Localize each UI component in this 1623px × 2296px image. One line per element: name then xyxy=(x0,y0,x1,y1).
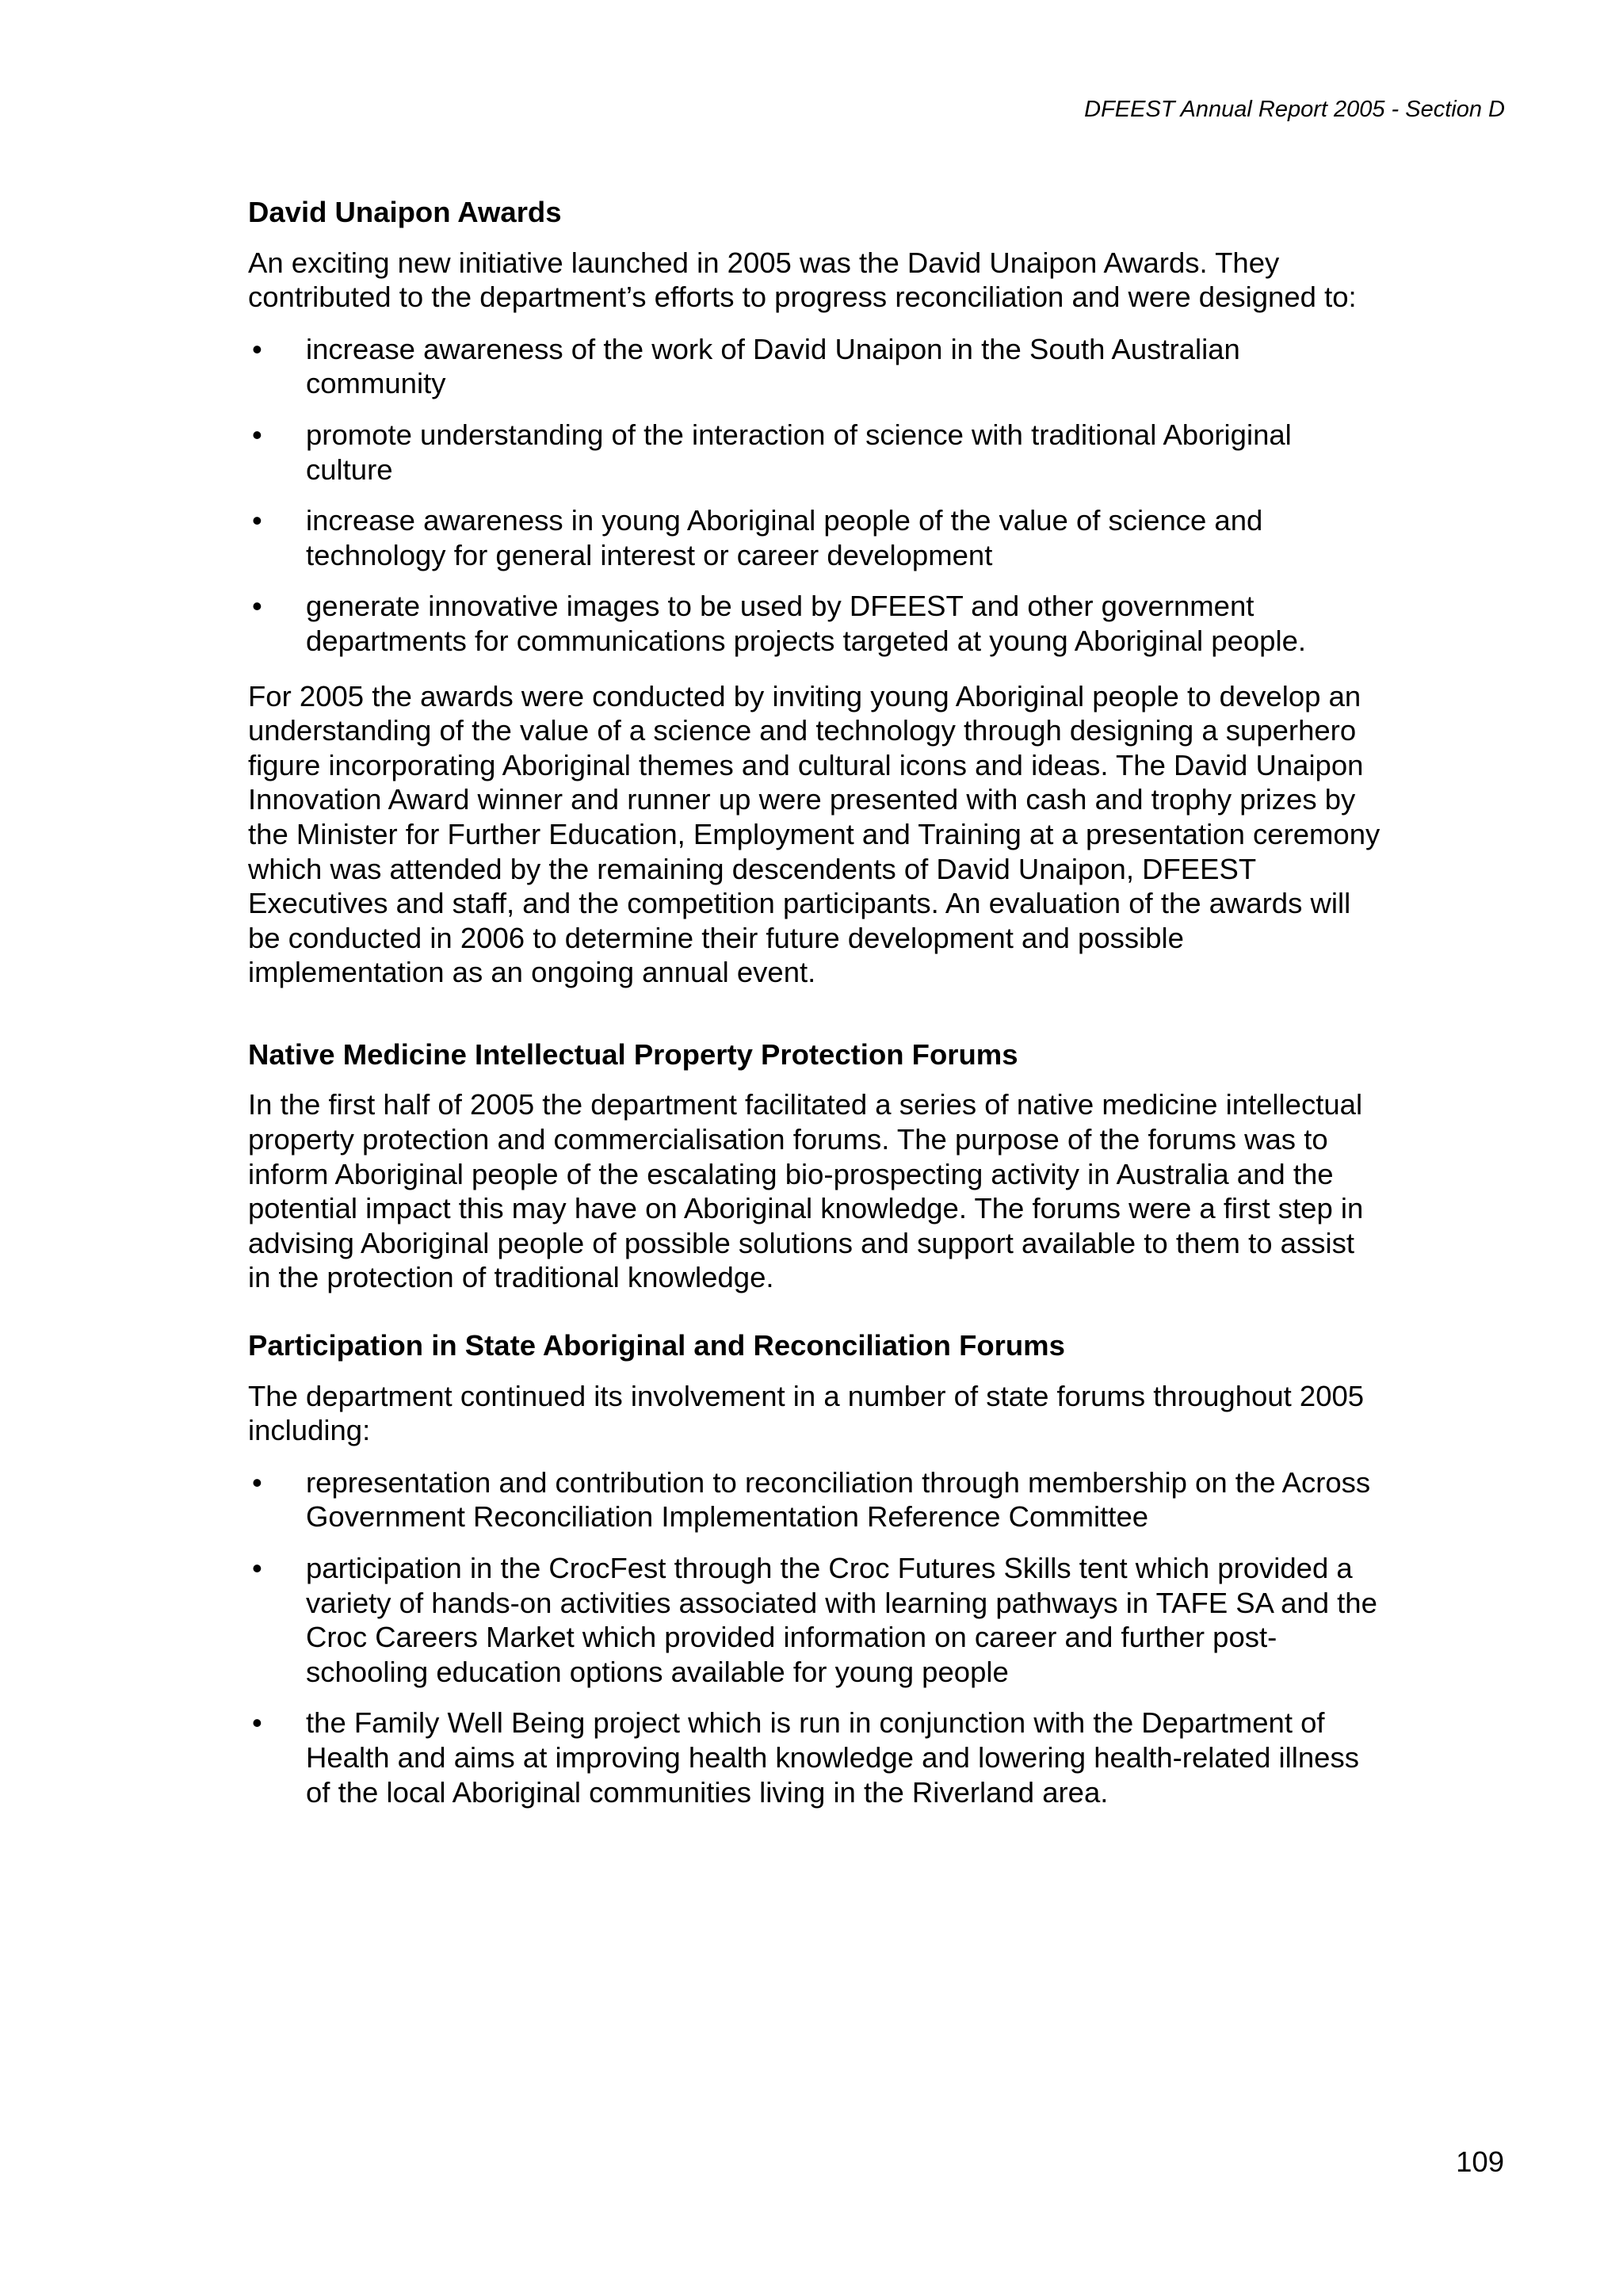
bullet-icon: • xyxy=(252,1465,262,1499)
section-heading: Participation in State Aboriginal and Reconciliation Forums xyxy=(248,1329,1065,1362)
list-item: • generate innovative images to be used by DFEEST and other government departments for communications projects targeted at young Aboriginal people. xyxy=(252,590,1307,657)
list-item: • representation and contribution to reconciliation through membership on the Across Government Reconciliation Implementation Reference Committee xyxy=(252,1465,1371,1534)
bullet-icon: • xyxy=(252,504,262,537)
section-paragraph: In the first half of 2005 the department facilitated a series of native medicine intellectual property protection and commercialisation forums. The purpose of the forums was to inform Aboriginal people of the escalating bio-prospecting activity in Australia and the potential impact this may have on Aboriginal knowledge. The forums were a first step in advising Aboriginal people of possible solutions and support available to them to assist in the protection of traditional knowledge. xyxy=(248,1088,1364,1294)
bullet-icon: • xyxy=(252,1706,262,1740)
section-paragraph: For 2005 the awards were conducted by inviting young Aboriginal people to develop an understanding of the value of a science and technology through designing a superhero figure incorporating Aboriginal themes and cultural icons and ideas. The David Unaipon Innovation Award winner and runner up were presented with cash and trophy prizes by the Minister for Further Education, Employment and Training at a presentation ceremony which was attended by the remaining descendents of David Unaipon, DFEEST Executives and staff, and the competition participants. An evaluation of the awards will be conducted in 2006 to determine their future development and possible implementation as an ongoing annual event. xyxy=(248,679,1381,989)
section-native-medicine-forums xyxy=(248,1037,1381,1295)
section-heading: David Unaipon Awards xyxy=(248,196,562,228)
section-intro: An exciting new initiative launched in 2005 was the David Unaipon Awards. They contributed to the department’s efforts to progress reconciliation and were designed to: xyxy=(248,246,1357,314)
section-david-unaipon-awards xyxy=(248,195,1381,990)
section-intro: The department continued its involvement in a number of state forums throughout 2005 including: xyxy=(248,1379,1365,1447)
bullet-icon: • xyxy=(252,332,262,365)
bullet-icon: • xyxy=(252,418,262,451)
running-header: DFEEST Annual Report 2005 - Section D xyxy=(1084,97,1505,122)
section-state-forums xyxy=(248,1328,1381,1809)
bullet-list xyxy=(248,332,1381,659)
bullet-icon: • xyxy=(252,1552,262,1584)
list-item: • participation in the CrocFest through the Croc Futures Skills tent which provided a variety of hands-on activities associated with learning pathways in TAFE SA and the Croc Careers Market which provided information on career and further post-schooling education options available for young people xyxy=(252,1552,1377,1688)
list-item: • the Family Well Being project which is run in conjunction with the Department of Health and aims at improving health knowledge and lowering health-related illness of the local Aboriginal communities living in the Riverland area. xyxy=(252,1706,1359,1809)
section-heading: Native Medicine Intellectual Property Protection Forums xyxy=(248,1037,1018,1071)
list-item: • increase awareness of the work of David Unaipon in the South Australian community xyxy=(252,332,1240,400)
list-item: • increase awareness in young Aboriginal people of the value of science and technology for general interest or career development xyxy=(252,504,1263,571)
page-number: 109 xyxy=(1456,2145,1504,2178)
document-body xyxy=(248,195,1381,1826)
bullet-icon: • xyxy=(252,590,262,623)
bullet-list xyxy=(248,1465,1381,1809)
list-item: • promote understanding of the interaction of science with traditional Aboriginal culture xyxy=(252,418,1292,486)
